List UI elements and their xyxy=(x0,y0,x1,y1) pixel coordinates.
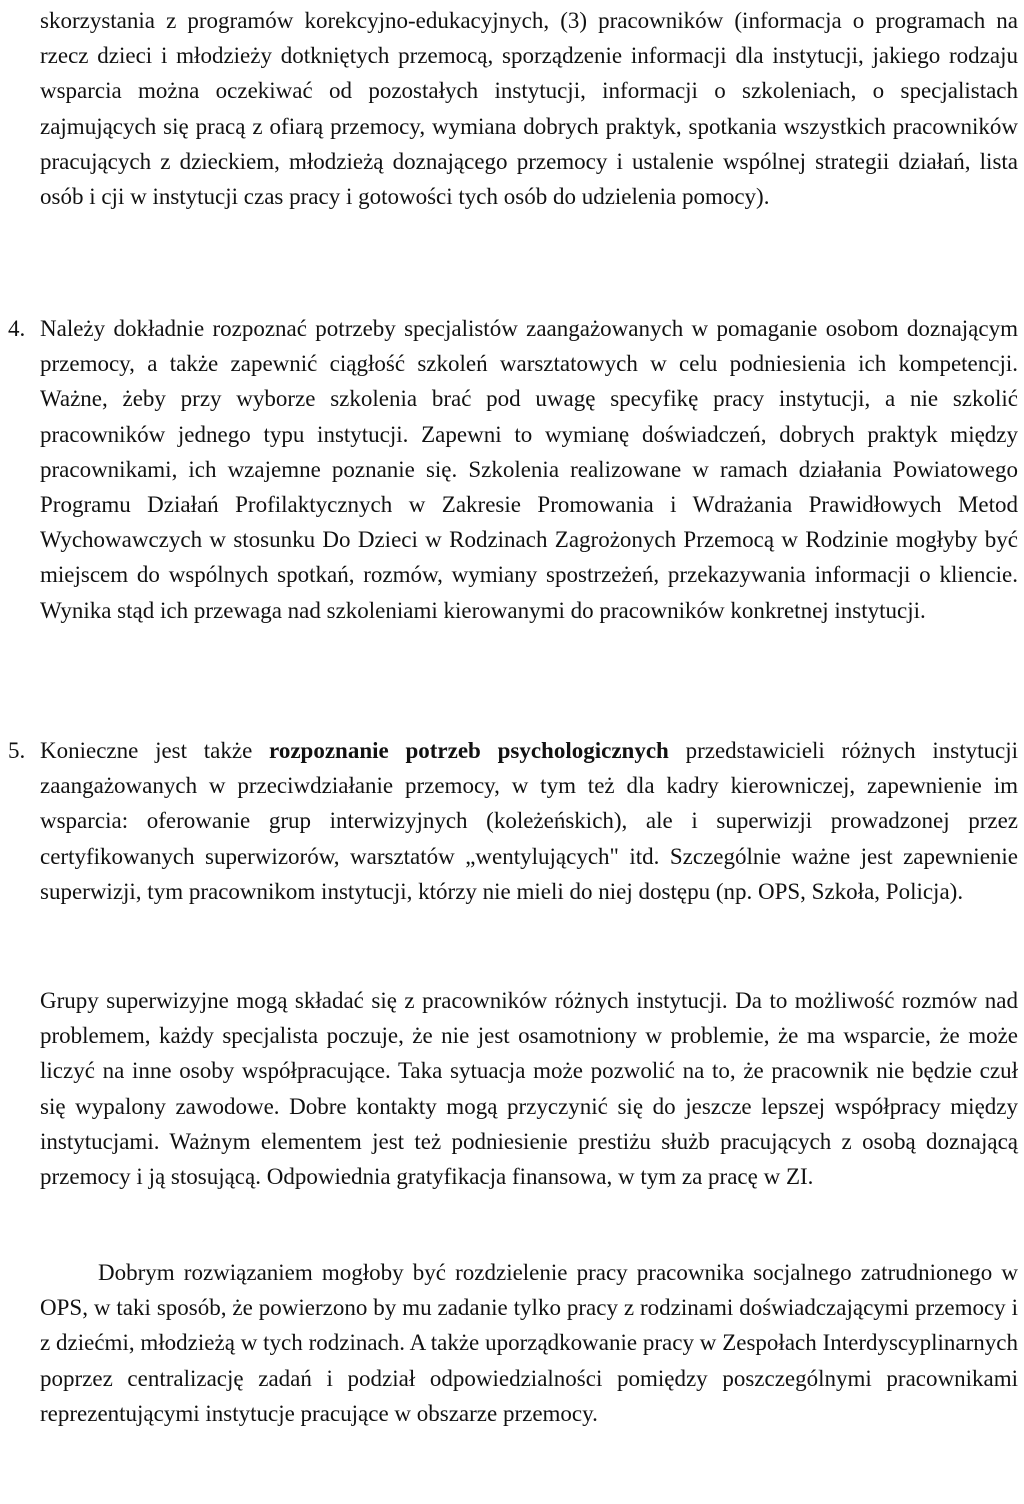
continued-list-item-text: skorzystania z programów korekcyjno-edukacyjnych, (3) pracowników (informacja o programach na rzecz dzieci i młodzieży dotkniętych przemocą, sporządzenie informacji dla instytucji, jakiego rodzaju wsparcia można oczekiwać od pozostałych instytucji, informacji o szkoleniach, o specjalistach zajmujących się pracą z ofiarą przemocy, wymiana dobrych praktyk, spotkania wszystkich pracowników pracujących z dzieckiem, młodzieżą doznającego przemocy i ustalenie wspólnej strategii działań, lista osób i cji w instytucji czas pracy i gotowości tych osób do udzielenia pomocy). xyxy=(40,8,1018,210)
list-item-number-5: 5. xyxy=(8,738,26,763)
list-item-5-text-end: przedstawicieli różnych instytucji zaangażowanych w przeciwdziałanie przemocy, w tym też dla kadry kierowniczej, zapewnienie im wsparcia: oferowanie grup interwizyjnych (koleżeńskich), ale i superwizji prowadzonej przez certyfikowanych superwizorów, warsztatów „wentylujących" itd. Szczególnie ważne jest zapewnienie superwizji, tym pracownikom instytucji, którzy nie mieli do niej dostępu (np. OPS, Szkoła, Policja). xyxy=(40,738,1018,904)
list-item-5-text-start: Konieczne jest także xyxy=(40,738,270,763)
list-item-4-text: Należy dokładnie rozpoznać potrzeby specjalistów zaangażowanych w pomaganie osobom doznającym przemocy, a także zapewnić ciągłość szkoleń warsztatowych w celu podniesienia ich kompetencji. Ważne, żeby przy wyborze szkolenia brać pod uwagę specyfikę pracy instytucji, a nie szkolić pracowników jednego typu instytucji. Zapewni to wymianę doświadczeń, dobrych praktyk między pracownikami, ich wzajemne poznanie się. Szkolenia realizowane w ramach działania Powiatowego Programu Działań Profilaktycznych w Zakresie Promowania i Wdrażania Prawidłowych Metod Wychowawczych w stosunku Do Dzieci w Rodzinach Zagrożonych Przemocą w Rodzinie mogłyby być miejscem do wspólnych spotkań, rozmów, wymiany spostrzeżeń, przekazywania informacji o kliencie. Wynika stąd ich przewaga nad szkoleniami kierowanymi do pracowników konkretnej instytucji. xyxy=(40,316,1018,623)
list-item-5-bold-phrase: rozpoznanie potrzeb psychologicznych xyxy=(269,738,669,763)
paragraph-supervision-groups: Grupy superwizyjne mogą składać się z pracowników różnych instytucji. Da to możliwość rozmów nad problemem, każdy specjalista poczuje, że nie jest osamotniony w problemie, że ma wsparcie, że może liczyć na inne osoby współpracujące. Taka sytuacja może pozwolić na to, że pracownik nie będzie czuł się wypalony zawodowe. Dobre kontakty mogą przyczynić się do jeszcze lepszej współpracy między instytucjami. Ważnym elementem jest też podniesienie prestiżu służb pracujących z osobą doznającą przemocy i ją stosującą. Odpowiednia gratyfikacja finansowa, w tym za pracę w ZI. xyxy=(40,988,1018,1190)
paragraph-social-worker-solution: Dobrym rozwiązaniem mogłoby być rozdzielenie pracy pracownika socjalnego zatrudnionego w OPS, w taki sposób, że powierzono by mu zadanie tylko pracy z rodzinami doświadczającymi przemocy i z dziećmi, młodzieżą w tych rodzinach. A także uporządkowanie pracy w Zespołach Interdyscyplinarnych poprzez centralizację zadań i podział odpowiedzialności pomiędzy poszczególnymi pracownikami reprezentującymi instytucje pracujące w obszarze przemocy. xyxy=(40,1260,1018,1426)
list-item-number-4: 4. xyxy=(8,316,26,341)
list-item-5-text xyxy=(40,733,1018,909)
